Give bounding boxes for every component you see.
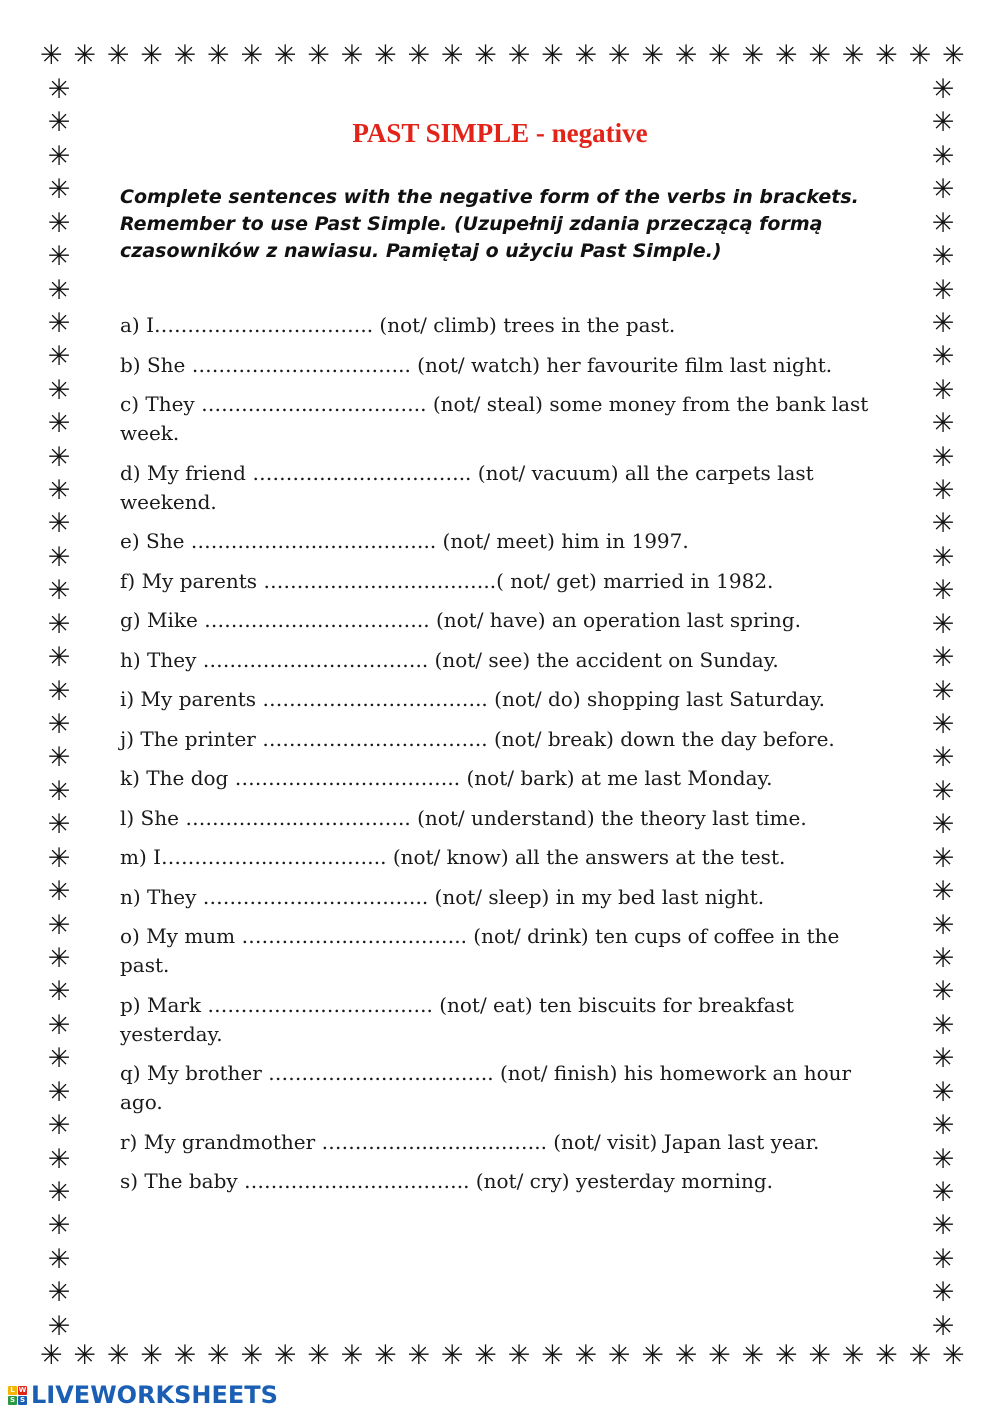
border-flower-icon: ✳ [931,876,955,908]
border-flower-icon: ✳ [931,1009,955,1041]
border-flower-icon: ✳ [47,475,71,507]
border-flower-icon: ✳ [173,1340,197,1371]
border-flower-icon: ✳ [47,942,71,974]
border-flower-icon: ✳ [474,1340,497,1371]
border-flower-icon: ✳ [931,541,955,573]
border-flower-icon: ✳ [47,1076,71,1108]
border-flower-icon: ✳ [47,575,71,607]
border-flower-icon: ✳ [774,40,798,71]
exercise-item: j) The printer ……………..…………….. (not/ break) down the day before. [120,726,835,751]
border-flower-icon: ✳ [106,1340,130,1371]
exercise-item: f) My parents ……………………………..( not/ get) married in 1982. [120,568,774,593]
logo-tile: W [18,1386,27,1394]
border-flower-icon: ✳ [47,441,71,473]
border-flower-icon: ✳ [407,40,431,71]
exercise-item: s) The baby ……………..…………….. (not/ cry) yesterday morning. [120,1169,773,1193]
border-flower-icon: ✳ [607,1340,631,1371]
border-flower-icon: ✳ [73,1340,97,1371]
border-flower-icon: ✳ [47,1277,71,1309]
border-flower-icon: ✳ [875,1340,898,1371]
border-flower-icon: ✳ [931,408,955,440]
border-flower-icon: ✳ [941,40,965,71]
border-flower-icon: ✳ [173,40,197,71]
border-flower-icon: ✳ [47,742,71,774]
border-flower-icon: ✳ [931,1110,955,1142]
border-flower-icon: ✳ [641,1340,664,1371]
exercise-item: l) She ……………..…………….. (not/ understand) the theory last time. [120,805,807,830]
border-flower-icon: ✳ [875,40,898,71]
border-flower-icon: ✳ [931,341,955,373]
border-flower-icon: ✳ [47,508,71,540]
border-flower-icon: ✳ [47,1110,71,1142]
border-flower-icon: ✳ [931,608,955,640]
border-flower-icon: ✳ [931,1310,955,1342]
border-flower-icon: ✳ [440,40,464,71]
border-flower-icon: ✳ [574,1340,598,1371]
border-flower-icon: ✳ [240,40,264,71]
border-flower-icon: ✳ [741,1340,765,1371]
exercise-item: n) They ……………..…………….. (not/ sleep) in my bed last night. [120,884,765,909]
border-flower-icon: ✳ [47,74,71,105]
border-flower-icon: ✳ [47,909,71,941]
border-flower-icon: ✳ [931,675,955,707]
border-flower-icon: ✳ [47,608,71,640]
exercise-item: q) My brother ……………..…………….. (not/ finish) his homework an hour ago. [120,1061,858,1114]
border-flower-icon: ✳ [47,1210,71,1242]
border-flower-icon: ✳ [140,1340,163,1371]
exercise-item: p) Mark ……………..…………….. (not/ eat) ten biscuits for breakfast yesterday. [120,992,801,1046]
border-flower-icon: ✳ [931,742,955,774]
border-flower-icon: ✳ [307,1340,330,1371]
border-flower-icon: ✳ [808,1340,831,1371]
border-flower-icon: ✳ [47,976,71,1008]
border-flower-icon: ✳ [931,475,955,507]
border-flower-icon: ✳ [607,40,631,71]
border-flower-icon: ✳ [47,1143,71,1175]
exercise-item: c) They ……………..…………….. (not/ steal) some money from the bank last week. [120,392,875,445]
border-flower-icon: ✳ [931,241,955,273]
border-flower-icon: ✳ [931,575,955,607]
border-flower-icon: ✳ [47,1310,71,1342]
border-flower-icon: ✳ [931,1243,955,1275]
border-flower-icon: ✳ [641,40,664,71]
border-flower-icon: ✳ [931,1277,955,1309]
border-bottom [40,1342,965,1369]
exercise-item: g) Mike ……………..…………….. (not/ have) an operation last spring. [120,608,801,632]
border-flower-icon: ✳ [931,1210,955,1242]
border-flower-icon: ✳ [708,40,731,71]
border-flower-icon: ✳ [47,307,71,339]
border-flower-icon: ✳ [507,1340,531,1371]
border-flower-icon: ✳ [808,40,831,71]
border-flower-icon: ✳ [931,809,955,841]
border-flower-icon: ✳ [73,40,97,71]
border-flower-icon: ✳ [47,809,71,841]
border-flower-icon: ✳ [931,307,955,339]
border-flower-icon: ✳ [741,40,765,71]
border-flower-icon: ✳ [47,408,71,440]
border-flower-icon: ✳ [47,1043,71,1075]
brand-name: LIVEWORKSHEETS [31,1381,278,1409]
border-flower-icon: ✳ [931,1043,955,1075]
border-flower-icon: ✳ [774,1340,798,1371]
exercise-item: b) She ………….……………….. (not/ watch) her favourite film last night. [120,352,833,377]
border-flower-icon: ✳ [340,1340,364,1371]
border-flower-icon: ✳ [374,1340,397,1371]
border-right [926,76,960,1340]
border-left [42,76,76,1340]
border-flower-icon: ✳ [541,40,564,71]
border-flower-icon: ✳ [931,709,955,741]
border-flower-icon: ✳ [931,441,955,473]
border-flower-icon: ✳ [908,1340,932,1371]
border-flower-icon: ✳ [931,942,955,974]
border-flower-icon: ✳ [931,1143,955,1175]
border-flower-icon: ✳ [340,40,364,71]
border-flower-icon: ✳ [47,775,71,807]
exercise-item: e) She ………………..…………….. (not/ meet) him in 1997. [120,529,689,553]
footer-brand[interactable] [8,1381,278,1409]
border-flower-icon: ✳ [47,107,71,139]
border-flower-icon: ✳ [507,40,531,71]
border-flower-icon: ✳ [574,40,598,71]
border-flower-icon: ✳ [407,1340,431,1371]
border-flower-icon: ✳ [240,1340,264,1371]
border-flower-icon: ✳ [47,174,71,206]
border-flower-icon: ✳ [47,241,71,273]
exercise-item: i) My parents ……………..…………….. (not/ do) shopping last Saturday. [120,687,826,711]
border-flower-icon: ✳ [674,40,698,71]
border-flower-icon: ✳ [47,709,71,741]
exercise-item: d) My friend …………….…………….. (not/ vacuum) all the carpets last weekend. [120,460,821,514]
page-title: PAST SIMPLE - negative [352,118,648,148]
border-flower-icon: ✳ [47,675,71,707]
logo-tile: S [19,1396,26,1404]
exercise-item: o) My mum ……………..…………….. (not/ drink) ten cups of coffee in the past. [120,924,846,977]
border-flower-icon: ✳ [47,1243,71,1275]
border-flower-icon: ✳ [440,1340,464,1371]
border-flower-icon: ✳ [931,1076,955,1108]
border-flower-icon: ✳ [931,207,955,239]
border-top [40,42,965,69]
exercise-item: a) I…………….…………….. (not/ climb) trees in the past. [120,313,676,337]
border-flower-icon: ✳ [931,909,955,941]
border-flower-icon: ✳ [841,40,865,71]
exercise-item: r) My grandmother ……………..…………….. (not/ visit) Japan last year. [120,1129,820,1154]
instructions: Complete sentences with the negative form of the verbs in brackets. Remember to use Past Simple. (Uzupełnij zdania przeczącą formą czasowników z nawiasu. Pamiętaj o użyciu Past Simple.) [120,186,859,262]
border-flower-icon: ✳ [47,341,71,373]
logo-tile: S [9,1396,16,1404]
border-flower-icon: ✳ [140,40,163,71]
border-flower-icon: ✳ [47,642,71,674]
exercise-item: k) The dog ……………..…………….. (not/ bark) at me last Monday. [120,766,773,790]
exercise-item: h) They ……………..…………….. (not/ see) the accident on Sunday. [120,647,779,672]
liveworksheets-logo-icon [8,1386,27,1405]
exercise-item: m) I……………..…………….. (not/ know) all the answers at the test. [120,845,786,869]
exercise-list [120,311,895,1207]
border-flower-icon: ✳ [931,374,955,406]
border-flower-icon: ✳ [47,876,71,908]
border-flower-icon: ✳ [931,775,955,807]
border-flower-icon: ✳ [47,541,71,573]
logo-tile: L [8,1386,17,1395]
border-flower-icon: ✳ [674,1340,698,1371]
border-flower-icon: ✳ [931,1176,955,1208]
border-flower-icon: ✳ [40,1340,63,1371]
border-flower-icon: ✳ [841,1340,865,1371]
border-flower-icon: ✳ [931,140,955,172]
border-flower-icon: ✳ [207,1340,230,1371]
border-flower-icon: ✳ [47,140,71,172]
border-flower-icon: ✳ [908,40,932,71]
border-flower-icon: ✳ [931,74,955,105]
border-flower-icon: ✳ [931,107,955,139]
border-flower-icon: ✳ [47,207,71,239]
border-flower-icon: ✳ [708,1340,731,1371]
border-flower-icon: ✳ [47,274,71,306]
border-flower-icon: ✳ [106,40,130,71]
border-flower-icon: ✳ [273,1340,297,1371]
border-flower-icon: ✳ [931,174,955,206]
border-flower-icon: ✳ [931,976,955,1008]
border-flower-icon: ✳ [931,274,955,306]
border-flower-icon: ✳ [47,1176,71,1208]
border-flower-icon: ✳ [931,642,955,674]
border-flower-icon: ✳ [374,40,397,71]
border-flower-icon: ✳ [541,1340,564,1371]
border-flower-icon: ✳ [474,40,497,71]
border-flower-icon: ✳ [273,40,297,71]
border-flower-icon: ✳ [47,374,71,406]
border-flower-icon: ✳ [47,1009,71,1041]
border-flower-icon: ✳ [931,508,955,540]
border-flower-icon: ✳ [307,40,330,71]
border-flower-icon: ✳ [941,1340,965,1371]
border-flower-icon: ✳ [207,40,230,71]
border-flower-icon: ✳ [47,842,71,874]
border-flower-icon: ✳ [40,40,63,71]
border-flower-icon: ✳ [931,842,955,874]
